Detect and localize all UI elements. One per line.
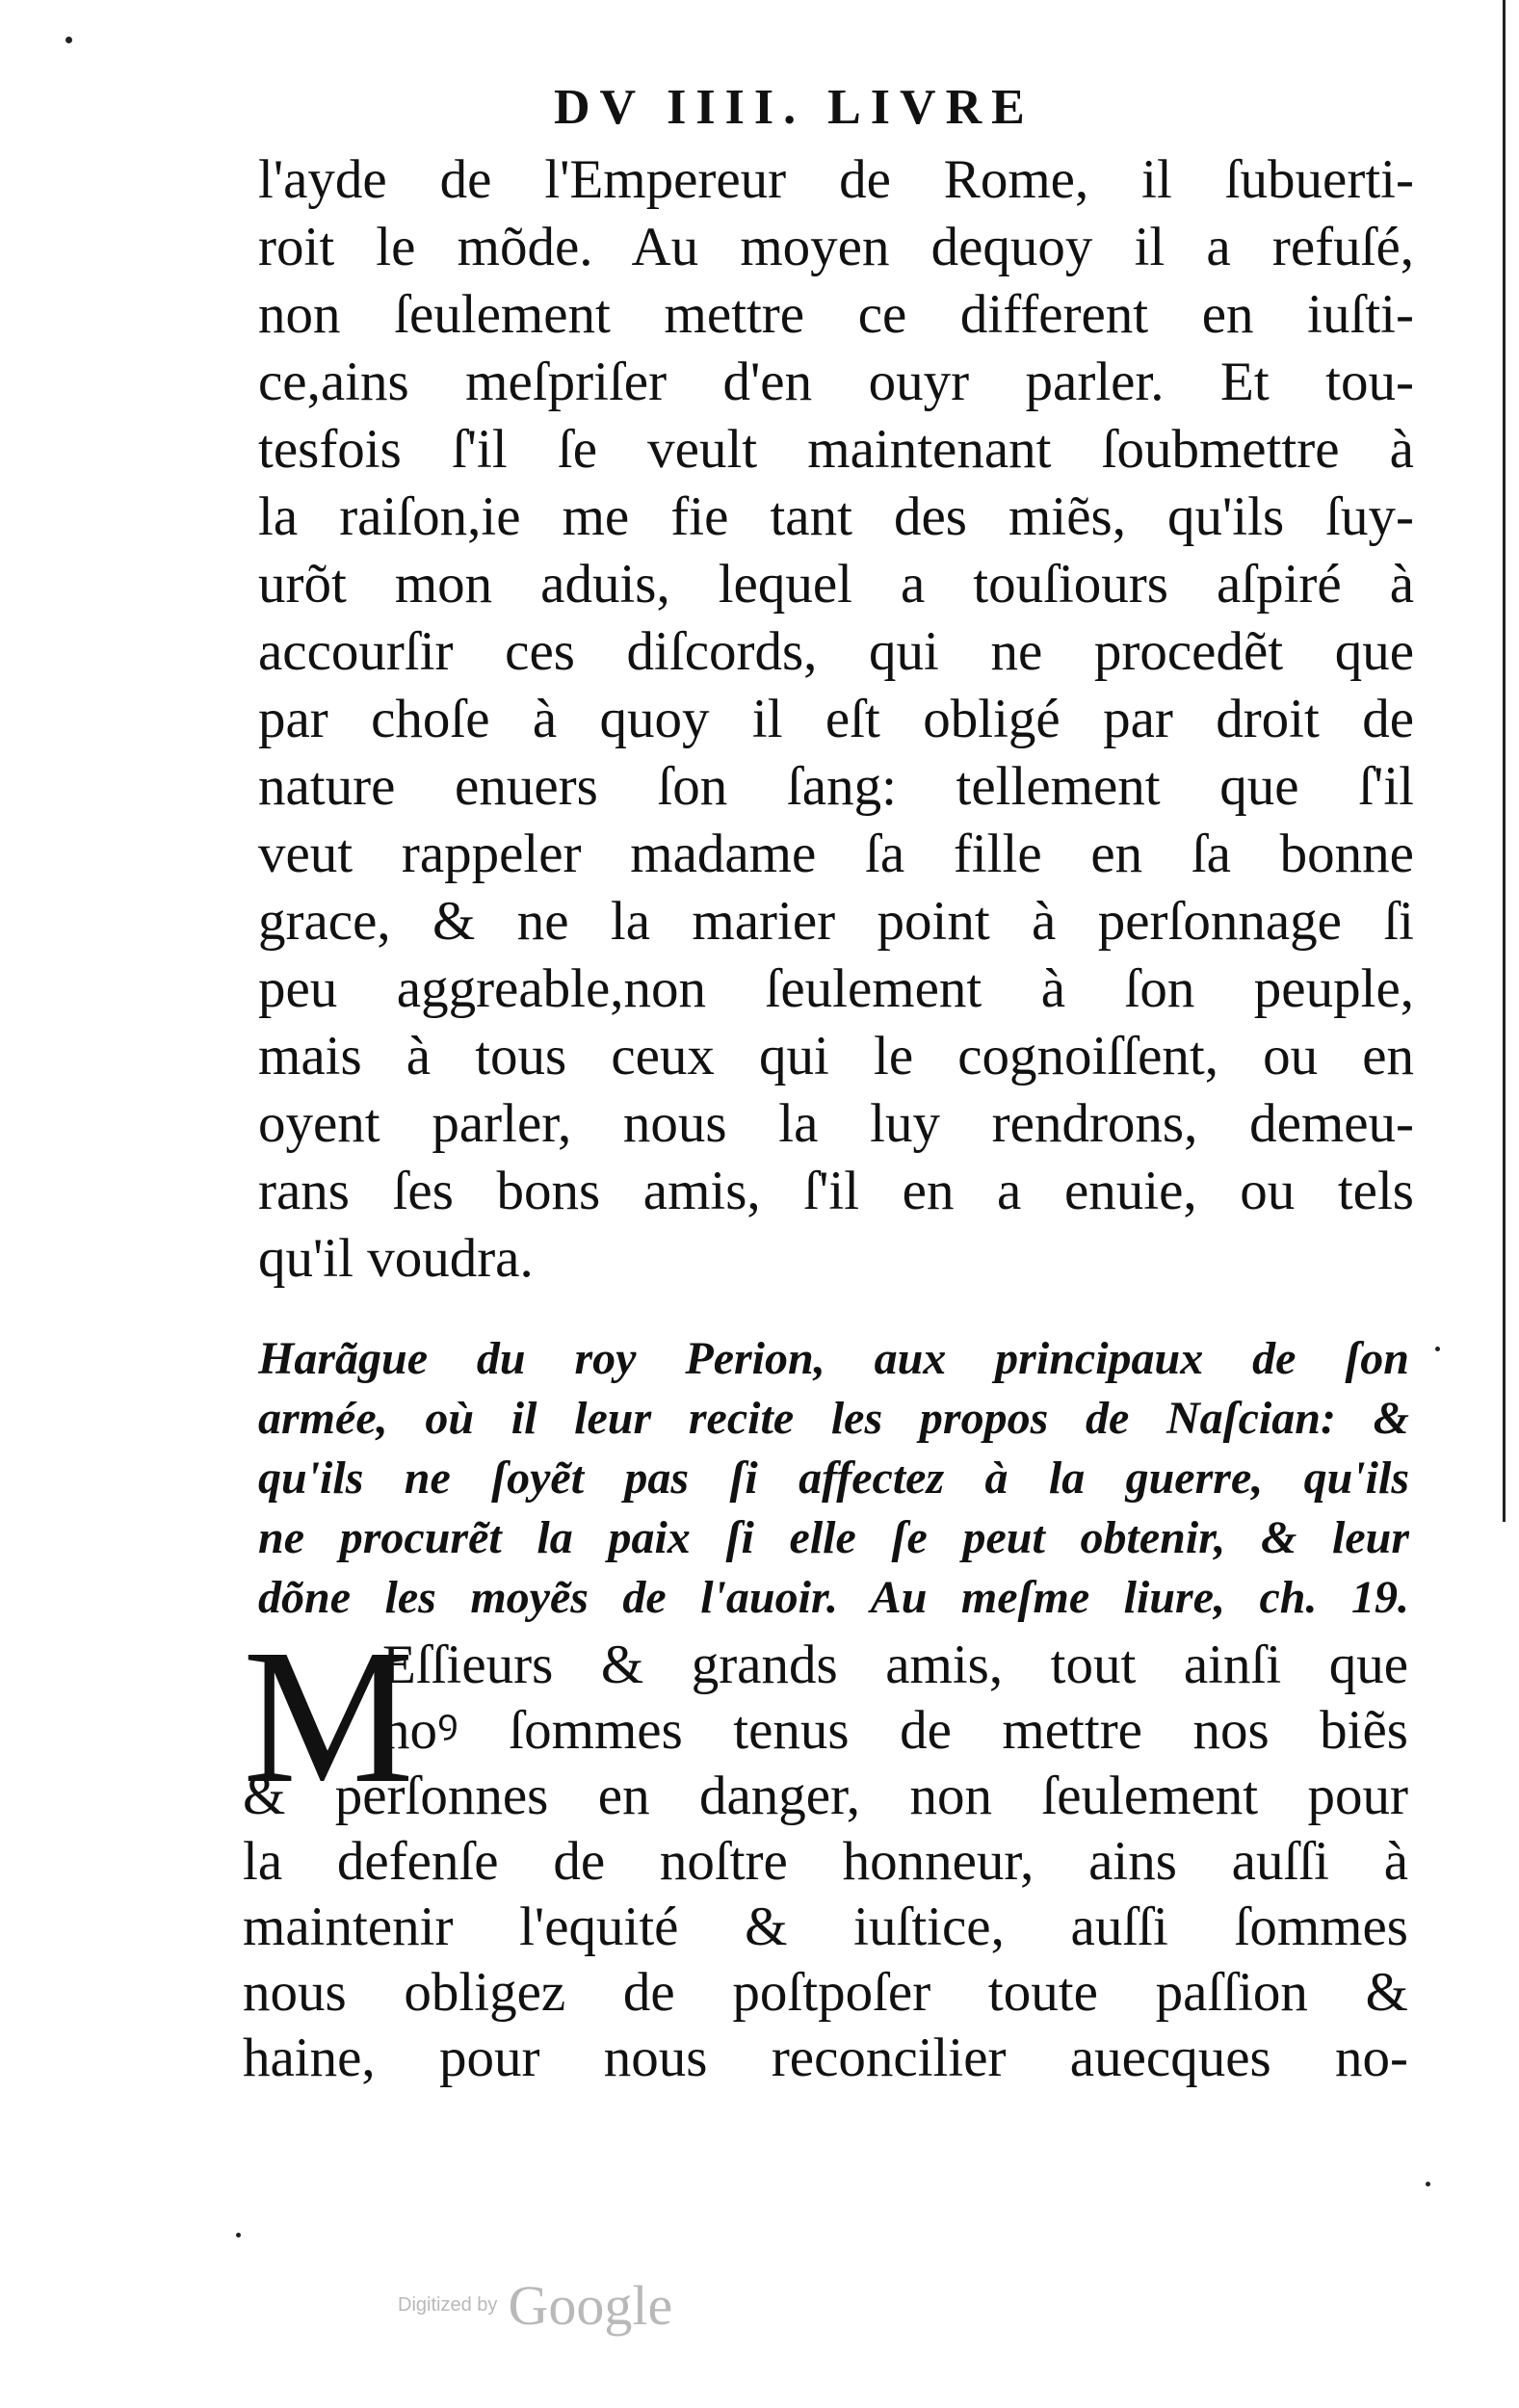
body-line: oyent parler, nous la luy rendrons, demeu-	[258, 1093, 1414, 1154]
heading-line: armée, où il leur recite les propos de Naſcian: &	[258, 1393, 1409, 1444]
body-line: non ſeulement mettre ce different en iuſti-	[258, 284, 1414, 345]
page-edge-rule	[1503, 0, 1506, 1522]
watermark-prefix: Digitized by	[398, 2294, 498, 2316]
body-text	[258, 146, 1414, 1293]
heading-line: dõne les moyẽs de l'auoir. Au meſme liure, ch. 19.	[258, 1572, 1409, 1623]
speech-line: noꝰ ſommes tenus de mettre nos biẽs	[382, 1700, 1408, 1761]
heading-line: qu'ils ne ſoyẽt pas ſi affectez à la guerre, qu'ils	[258, 1453, 1409, 1504]
heading-line: Harãgue du roy Perion, aux principaux de ſon	[258, 1333, 1409, 1384]
body-line: nature enuers ſon ſang: tellement que ſ'il	[258, 756, 1414, 817]
speech-line: haine, pour nous reconcilier auecques no-	[243, 2028, 1408, 2088]
ink-speck	[1426, 2182, 1430, 2186]
body-line: l'ayde de l'Empereur de Rome, il ſubuerti-	[258, 149, 1414, 210]
heading-line: ne procurẽt la paix ſi elle ſe peut obtenir, & leur	[258, 1512, 1409, 1563]
ink-speck	[236, 2233, 241, 2238]
body-line: grace, & ne la marier point à perſonnage ſi	[258, 891, 1414, 952]
body-line: veut rappeler madame ſa fille en ſa bonne	[258, 824, 1414, 884]
body-line: accourſir ces diſcords, qui ne procedẽt que	[258, 621, 1414, 682]
drop-cap: M	[243, 1610, 414, 1823]
body-line: par choſe à quoy il eſt obligé par droit de	[258, 689, 1414, 749]
body-line: peu aggreable,non ſeulement à ſon peuple,	[258, 958, 1414, 1019]
body-line: ce,ains meſpriſer d'en ouyr parler. Et tou-	[258, 352, 1414, 412]
speech-line: maintenir l'equité & iuſtice, auſſi ſommes	[243, 1897, 1408, 1957]
chapter-heading	[258, 1329, 1409, 1628]
speech-line: nous obligez de poſtpoſer toute paſſion &	[243, 1962, 1408, 2023]
body-line: la raiſon,ie me fie tant des miẽs, qu'ils ſuy-	[258, 486, 1414, 547]
body-line: rans ſes bons amis, ſ'il en a enuie, ou tels	[258, 1161, 1414, 1221]
body-line: qu'il voudra.	[258, 1228, 534, 1289]
speech-line: Eſſieurs & grands amis, tout ainſi que	[382, 1635, 1408, 1695]
watermark-brand: Google	[508, 2274, 673, 2337]
body-line: urõt mon aduis, lequel a touſiours aſpiré à	[258, 554, 1414, 615]
digitized-watermark	[398, 2273, 672, 2338]
speech-line: & perſonnes en danger, non ſeulement pour	[243, 1766, 1408, 1826]
ink-speck	[65, 37, 72, 43]
speech-text	[243, 1610, 1408, 2091]
ink-speck	[1435, 1347, 1440, 1351]
running-head: DV IIII. LIVRE	[554, 80, 1034, 135]
body-line: mais à tous ceux qui le cognoiſſent, ou en	[258, 1026, 1414, 1086]
body-line: roit le mõde. Au moyen dequoy il a refuſé,	[258, 217, 1414, 277]
speech-line: la defenſe de noſtre honneur, ains auſſi à	[243, 1831, 1408, 1892]
body-line: tesfois ſ'il ſe veult maintenant ſoubmettre à	[258, 419, 1414, 480]
